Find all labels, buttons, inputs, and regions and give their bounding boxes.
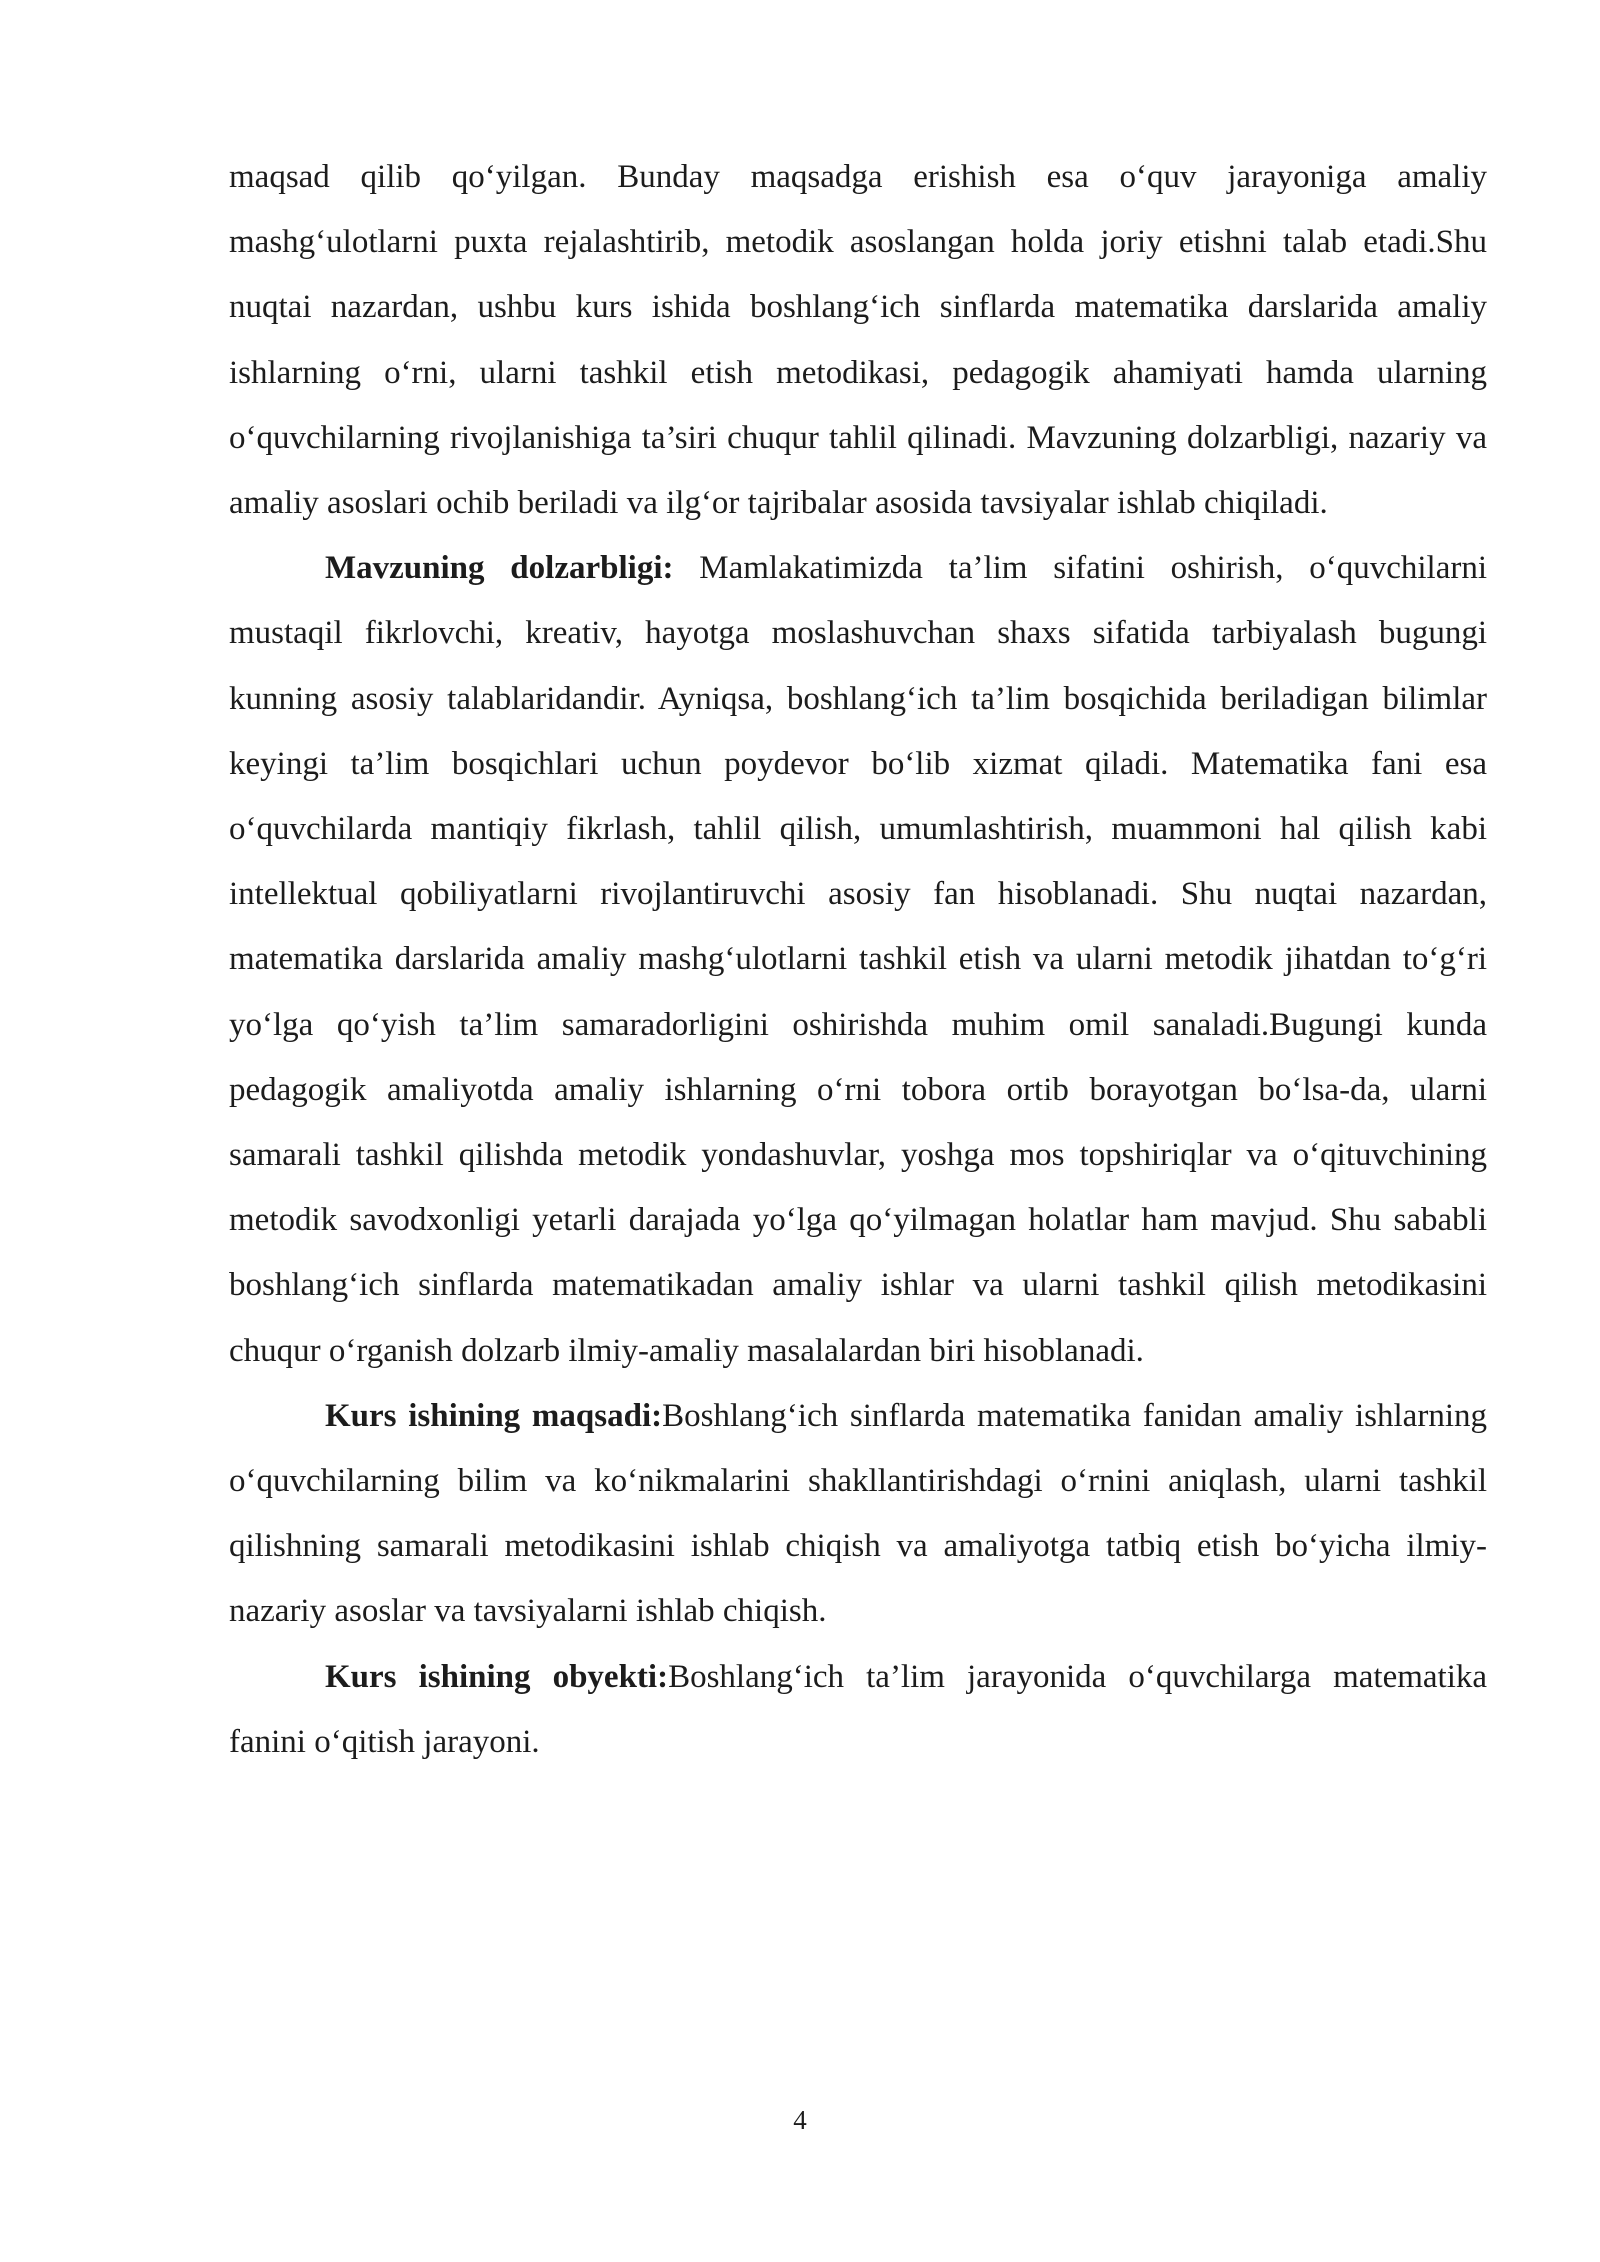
- paragraph-text: Mamlakatimizda ta’lim sifatini oshirish, o‘quvchilarni mustaqil fikrlovchi, kreativ, hayotga moslashuvchan shaxs sifatida tarbiyalash bugungi kunning asosiy talablaridandir. Ayniqsa, boshlang‘ich ta’lim bosqichida beriladigan bilimlar keyingi ta’lim bosqichlari uchun poydevor bo‘lib xizmat qiladi. Matematika fani esa o‘quvchilarda mantiqiy fikrlash, tahlil qilish, umumlashtirish, muammoni hal qilish kabi intellektual qobiliyatlarni rivojlantiruvchi asosiy fan hisoblanadi. Shu nuqtai nazardan, matematika darslarida amaliy mashg‘ulotlarni tashkil etish va ularni metodik jihatdan to‘g‘ri yo‘lga qo‘yish ta’lim samaradorligini oshirishda muhim omil sanaladi.Bugungi kunda pedagogik amaliyotda amaliy ishlarning o‘rni tobora ortib borayotgan bo‘lsa-da, ularni samarali tashkil qilishda metodik yondashuvlar, yoshga mos topshiriqlar va o‘qituvchining metodik savodxonligi yetarli darajada yo‘lga qo‘yilmagan holatlar ham mavjud. Shu sababli boshlang‘ich sinflarda matematikadan amaliy ishlar va ularni tashkil qilish metodikasini chuqur o‘rganish dolzarb ilmiy-amaliy masalalardan biri hisoblanadi.: [229, 550, 1488, 1369]
- paragraph-text: Boshlang‘ich sinflarda matematika fanidan amaliy ishlarning o‘quvchilarning bilim va ko‘nikmalarini shakllantirishdagi o‘rnini aniqlash, ularni tashkil qilishning samarali metodikasini ishlab chiqish va amaliyotga tatbiq etish bo‘yicha ilmiy-nazariy asoslar va tavsiyalarni ishlab chiqish.: [229, 1397, 1487, 1630]
- paragraph-goal: [229, 1384, 1487, 1645]
- paragraph-heading: Kurs ishining obyekti:: [325, 1658, 669, 1695]
- body-text: [229, 145, 1487, 1775]
- paragraph-text: Boshlang‘ich ta’lim jarayonida o‘quvchilarga matematika fanini o‘qitish jarayoni.: [229, 1658, 1488, 1760]
- paragraph-intro: [229, 145, 1487, 536]
- page-number: 4: [793, 2105, 807, 2135]
- paragraph-relevance: [229, 536, 1487, 1384]
- paragraph-heading: Mavzuning dolzarbligi:: [325, 550, 674, 587]
- paragraph-object: [229, 1645, 1487, 1775]
- paragraph-text: maqsad qilib qo‘yilgan. Bunday maqsadga erishish esa o‘quv jarayoniga amaliy mashg‘ulotlarni puxta rejalashtirib, metodik asoslangan holda joriy etishni talab etadi.Shu nuqtai nazardan, ushbu kurs ishida boshlang‘ich sinflarda matematika darslarida amaliy ishlarning o‘rni, ularni tashkil etish metodikasi, pedagogik ahamiyati hamda ularning o‘quvchilarning rivojlanishiga ta’siri chuqur tahlil qilinadi. Mavzuning dolzarbligi, nazariy va amaliy asoslari ochib beriladi va ilg‘or tajribalar asosida tavsiyalar ishlab chiqiladi.: [229, 159, 1487, 522]
- paragraph-heading: Kurs ishining maqsadi:: [325, 1397, 663, 1434]
